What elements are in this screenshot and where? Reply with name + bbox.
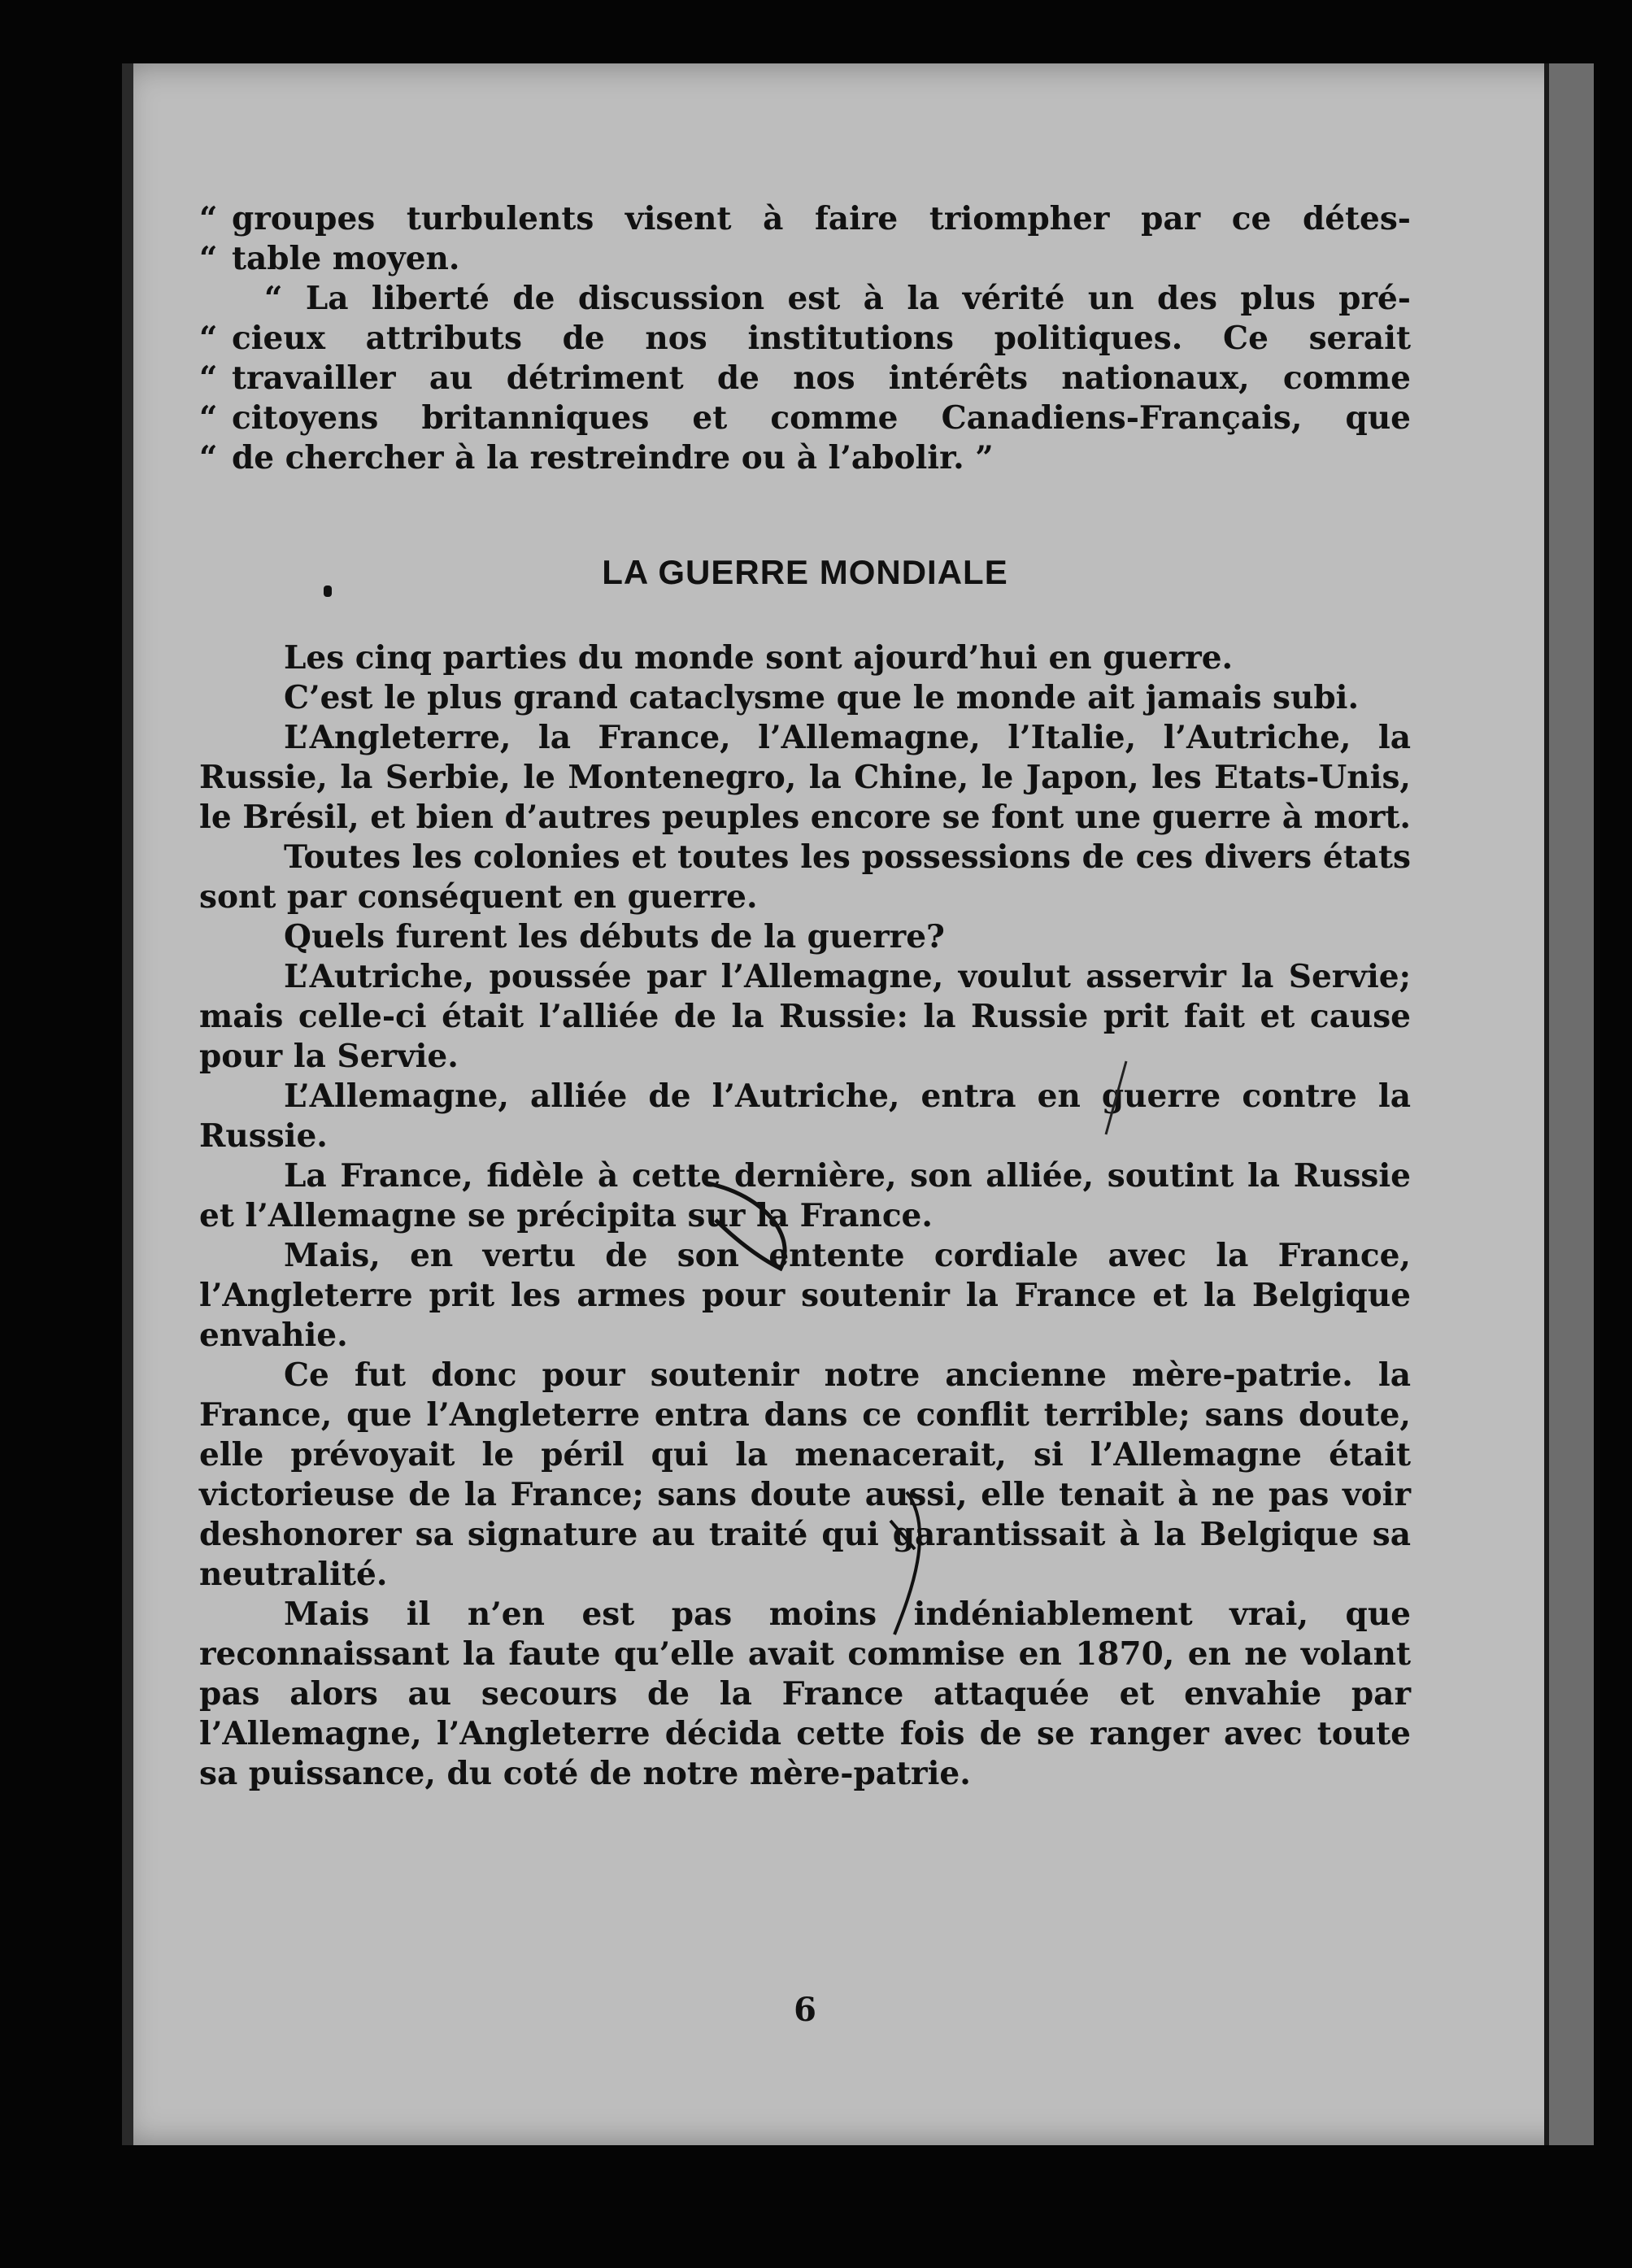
quote-text: de chercher à la restreindre ou à l’abolir. ”	[232, 439, 994, 477]
page-number: 6	[794, 1991, 816, 2029]
quote-line	[199, 438, 1411, 478]
body-text	[199, 638, 1411, 1794]
paragraph: Quels furent les débuts de la guerre?	[284, 918, 945, 956]
quote-text: cieux attributs de nos institutions politiques. Ce serait	[232, 320, 1411, 357]
section-title: LA GUERRE MONDIALE	[602, 553, 1008, 591]
quotation-block	[199, 199, 1411, 478]
quote-mark: “	[199, 320, 218, 357]
paragraph: Les cinq parties du monde sont ajourd’hui en guerre.	[284, 639, 1234, 677]
paragraph: L’Autriche, poussée par l’Allemagne, voulut asservir la Servie; mais celle-ci était l’alliée de la Russie: la Russie prit fait et cause pour la Servie.	[199, 958, 1411, 1075]
quote-text: citoyens britanniques et comme Canadiens-Français, que	[232, 399, 1411, 437]
paragraph: Mais, en vertu de son entente cordiale avec la France, l’Angleterre prit les armes pour soutenir la France et la Belgique envahie.	[199, 1237, 1411, 1354]
page-right-edge	[1544, 63, 1594, 2145]
paragraph: La France, fidèle à cette dernière, son alliée, soutint la Russie et l’Allemagne se précipita sur la France.	[199, 1157, 1411, 1234]
quote-text: groupes turbulents visent à faire triompher par ce détes-	[232, 200, 1411, 237]
quote-mark: “	[199, 200, 218, 237]
quote-line	[199, 279, 1411, 319]
quote-mark	[199, 279, 232, 319]
paragraph: Toutes les colonies et toutes les possessions de ces divers états sont par conséquent en guerre.	[199, 838, 1411, 916]
quote-mark: “	[199, 399, 218, 437]
quote-mark: “	[199, 240, 218, 277]
quote-text: table moyen.	[232, 240, 460, 277]
quote-mark: “	[199, 359, 218, 397]
quote-line	[199, 319, 1411, 359]
quote-text: travailler au détriment de nos intérêts nationaux, comme	[232, 359, 1411, 397]
quote-mark: “	[199, 439, 218, 477]
paragraph: L’Angleterre, la France, l’Allemagne, l’Italie, l’Autriche, la Russie, la Serbie, le Montenegro, la Chine, le Japon, les Etats-Unis, le Brésil, et bien d’autres peuples encore se font une guerre à mort.	[199, 719, 1411, 836]
quote-line	[199, 239, 1411, 279]
quote-line	[199, 398, 1411, 438]
paragraph: Mais il n’en est pas moins indéniablement vrai, que reconnaissant la faute qu’elle avait commise en 1870, en ne volant pas alors au secours de la France attaquée et envahie par l’Allemagne, l’Angleterre décida cette fois de se ranger avec toute sa puissance, du coté de notre mère-patrie.	[199, 1595, 1411, 1792]
quote-line	[199, 199, 1411, 239]
paragraph: C’est le plus grand cataclysme que le monde ait jamais subi.	[284, 679, 1360, 716]
page-left-edge	[122, 63, 133, 2145]
quote-text: “ La liberté de discussion est à la vérité un des plus pré-	[264, 280, 1411, 317]
quote-line	[199, 359, 1411, 398]
paragraph: L’Allemagne, alliée de l’Autriche, entra en guerre contre la Russie.	[199, 1077, 1411, 1155]
paragraph: Ce fut donc pour soutenir notre ancienne mère-patrie. la France, que l’Angleterre entra dans ce conflit terrible; sans doute, elle prévoyait le péril qui la menacerait, si l’Allemagne était victorieuse de la France; sans doute aussi, elle tenait à ne pas voir deshonorer sa signature au traité qui garantissait à la Belgique sa neutralité.	[199, 1356, 1411, 1593]
